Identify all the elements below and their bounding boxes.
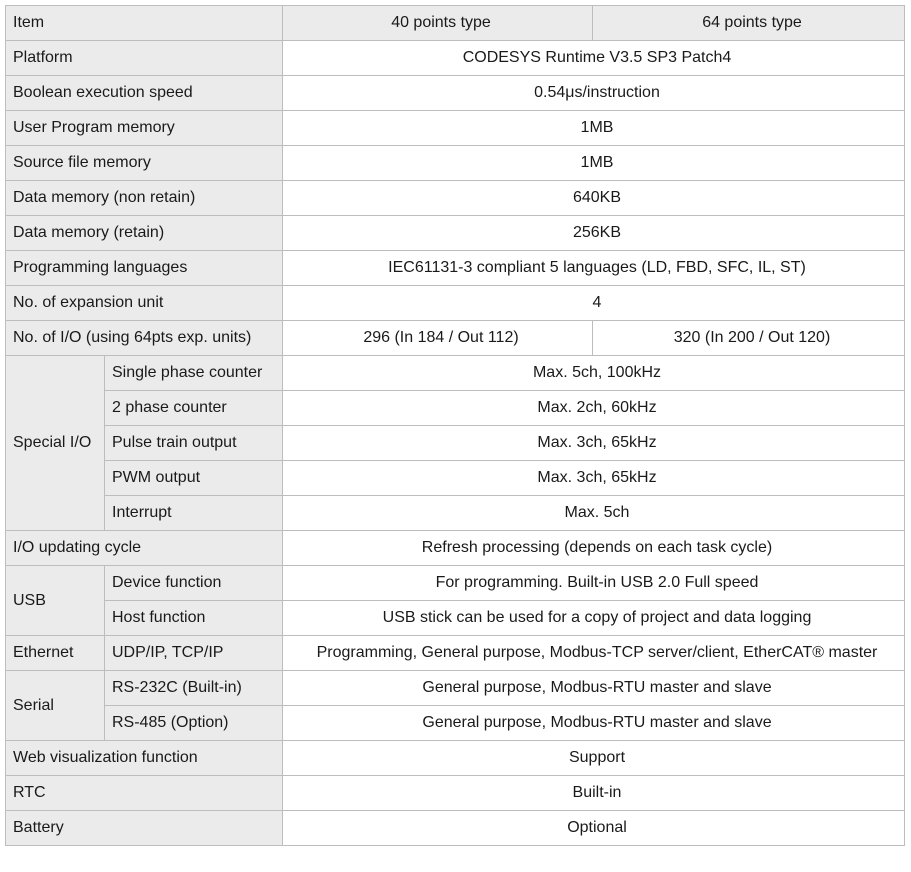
- row-value: Max. 3ch, 65kHz: [283, 461, 905, 496]
- header-row: [6, 6, 905, 41]
- row-label: Boolean execution speed: [6, 76, 283, 111]
- table-row: [6, 601, 905, 636]
- table-row: [6, 76, 905, 111]
- row-label: Programming languages: [6, 251, 283, 286]
- row-value: Max. 5ch: [283, 496, 905, 531]
- sub-row-label: PWM output: [105, 461, 283, 496]
- row-value: IEC61131-3 compliant 5 languages (LD, FBD, SFC, IL, ST): [283, 251, 905, 286]
- row-label: I/O updating cycle: [6, 531, 283, 566]
- table-row: [6, 216, 905, 251]
- row-label: RTC: [6, 776, 283, 811]
- table-row: [6, 671, 905, 706]
- row-value: 4: [283, 286, 905, 321]
- table-row: [6, 41, 905, 76]
- row-label: Data memory (non retain): [6, 181, 283, 216]
- group-label: Serial: [6, 671, 105, 741]
- group-label: USB: [6, 566, 105, 636]
- table-row: [6, 776, 905, 811]
- header-item: Item: [6, 6, 283, 41]
- row-value: Max. 3ch, 65kHz: [283, 426, 905, 461]
- row-value-64-points: 320 (In 200 / Out 120): [593, 321, 905, 356]
- row-value: 1MB: [283, 111, 905, 146]
- table-row: [6, 566, 905, 601]
- row-value: Max. 5ch, 100kHz: [283, 356, 905, 391]
- sub-row-label: Host function: [105, 601, 283, 636]
- table-row: [6, 391, 905, 426]
- sub-row-label: Single phase counter: [105, 356, 283, 391]
- row-label: User Program memory: [6, 111, 283, 146]
- row-value: Built-in: [283, 776, 905, 811]
- group-label: Special I/O: [6, 356, 105, 531]
- sub-row-label: 2 phase counter: [105, 391, 283, 426]
- row-label: Platform: [6, 41, 283, 76]
- sub-row-label: Device function: [105, 566, 283, 601]
- row-value: 1MB: [283, 146, 905, 181]
- table-row: [6, 706, 905, 741]
- row-value: Max. 2ch, 60kHz: [283, 391, 905, 426]
- row-value-40-points: 296 (In 184 / Out 112): [283, 321, 593, 356]
- row-value: Support: [283, 741, 905, 776]
- table-row: [6, 461, 905, 496]
- row-value: 256KB: [283, 216, 905, 251]
- row-value: Refresh processing (depends on each task cycle): [283, 531, 905, 566]
- row-value: 640KB: [283, 181, 905, 216]
- table-row: [6, 811, 905, 846]
- row-value: Optional: [283, 811, 905, 846]
- table-row: [6, 146, 905, 181]
- table-row: [6, 111, 905, 146]
- row-value: USB stick can be used for a copy of project and data logging: [283, 601, 905, 636]
- table-row: [6, 356, 905, 391]
- row-label: Source file memory: [6, 146, 283, 181]
- table-row: [6, 181, 905, 216]
- sub-row-label: Pulse train output: [105, 426, 283, 461]
- table-row: [6, 286, 905, 321]
- table-row: [6, 741, 905, 776]
- row-value: Programming, General purpose, Modbus-TCP server/client, EtherCAT® master: [283, 636, 905, 671]
- row-value: General purpose, Modbus-RTU master and slave: [283, 706, 905, 741]
- row-label: No. of I/O (using 64pts exp. units): [6, 321, 283, 356]
- table-row: [6, 496, 905, 531]
- table-row: [6, 251, 905, 286]
- table-row: [6, 531, 905, 566]
- row-label: No. of expansion unit: [6, 286, 283, 321]
- row-value: 0.54μs/instruction: [283, 76, 905, 111]
- spec-table: [5, 5, 905, 846]
- row-label: Data memory (retain): [6, 216, 283, 251]
- header-40-points: 40 points type: [283, 6, 593, 41]
- sub-row-label: Interrupt: [105, 496, 283, 531]
- row-value: CODESYS Runtime V3.5 SP3 Patch4: [283, 41, 905, 76]
- table-row: [6, 636, 905, 671]
- row-label: Web visualization function: [6, 741, 283, 776]
- sub-row-label: RS-232C (Built-in): [105, 671, 283, 706]
- row-value: General purpose, Modbus-RTU master and slave: [283, 671, 905, 706]
- sub-row-label: UDP/IP, TCP/IP: [105, 636, 283, 671]
- sub-row-label: RS-485 (Option): [105, 706, 283, 741]
- table-row: [6, 426, 905, 461]
- group-label: Ethernet: [6, 636, 105, 671]
- header-64-points: 64 points type: [593, 6, 905, 41]
- row-label: Battery: [6, 811, 283, 846]
- table-row: [6, 321, 905, 356]
- row-value: For programming. Built-in USB 2.0 Full speed: [283, 566, 905, 601]
